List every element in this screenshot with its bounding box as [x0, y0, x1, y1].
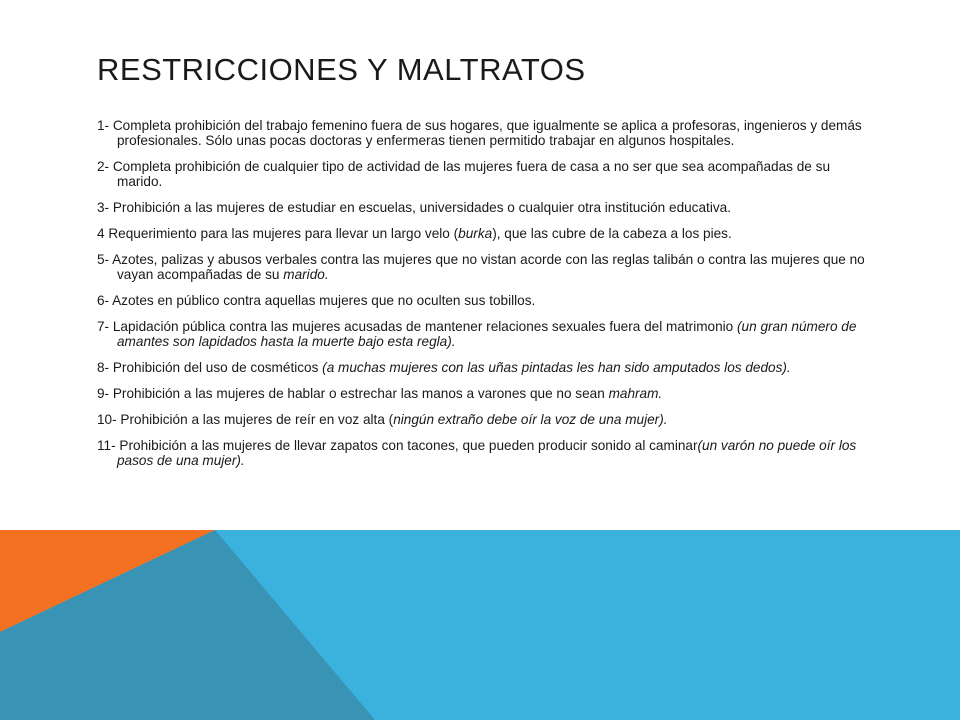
list-item: [97, 438, 872, 468]
list-item: [97, 360, 872, 375]
footer-shapes: [0, 530, 960, 720]
list-item: [97, 319, 872, 349]
list-item: [97, 226, 872, 241]
item-suffix: ), que las cubre de la cabeza a los pies.: [492, 226, 732, 241]
item-text: 5- Azotes, palizas y abusos verbales contra las mujeres que no vistan acorde con las reglas talibán o contra las mujeres que no vayan acompañadas de su: [97, 252, 865, 282]
item-text: 1- Completa prohibición del trabajo femenino fuera de sus hogares, que igualmente se aplica a profesoras, ingenieros y demás profesionales. Sólo unas pocas doctoras y enfermeras tienen permitido trabajar en algunos hospitales.: [97, 118, 862, 148]
item-text: 3- Prohibición a las mujeres de estudiar en escuelas, universidades o cualquier otra institución educativa.: [97, 200, 731, 215]
item-text: 8- Prohibición del uso de cosméticos: [97, 360, 323, 375]
list-item: [97, 118, 872, 148]
item-text: 7- Lapidación pública contra las mujeres acusadas de mantener relaciones sexuales fuera del matrimonio: [97, 319, 738, 334]
item-text: 4 Requerimiento para las mujeres para llevar un largo velo (: [97, 226, 459, 241]
item-emphasis: burka: [458, 226, 493, 241]
list-item: [97, 293, 872, 308]
item-emphasis: (un gran número de amantes son lapidados hasta la muerte bajo esta regla).: [117, 319, 857, 349]
item-emphasis: ningún extraño debe oír la voz de una mujer).: [393, 412, 668, 427]
list-item: [97, 412, 872, 427]
decorative-footer: [0, 530, 960, 720]
slide-title: RESTRICCIONES Y MALTRATOS: [97, 52, 586, 87]
restrictions-list: [97, 118, 872, 479]
list-item: [97, 159, 872, 189]
item-emphasis: marido.: [283, 267, 329, 282]
item-text: 10- Prohibición a las mujeres de reír en voz alta (: [97, 412, 394, 427]
item-text: 11- Prohibición a las mujeres de llevar zapatos con tacones, que pueden producir sonido al caminar: [97, 438, 698, 453]
list-item: [97, 386, 872, 401]
item-emphasis: mahram.: [608, 386, 663, 401]
item-text: 6- Azotes en público contra aquellas mujeres que no oculten sus tobillos.: [97, 293, 536, 308]
list-item: [97, 200, 872, 215]
list-item: [97, 252, 872, 282]
item-text: 2- Completa prohibición de cualquier tipo de actividad de las mujeres fuera de casa a no ser que sea acompañadas de su marido.: [97, 159, 831, 189]
item-emphasis: (un varón no puede oír los pasos de una mujer).: [117, 438, 857, 468]
item-text: 9- Prohibición a las mujeres de hablar o estrechar las manos a varones que no sean: [97, 386, 609, 401]
item-emphasis: (a muchas mujeres con las uñas pintadas les han sido amputados los dedos).: [322, 360, 791, 375]
